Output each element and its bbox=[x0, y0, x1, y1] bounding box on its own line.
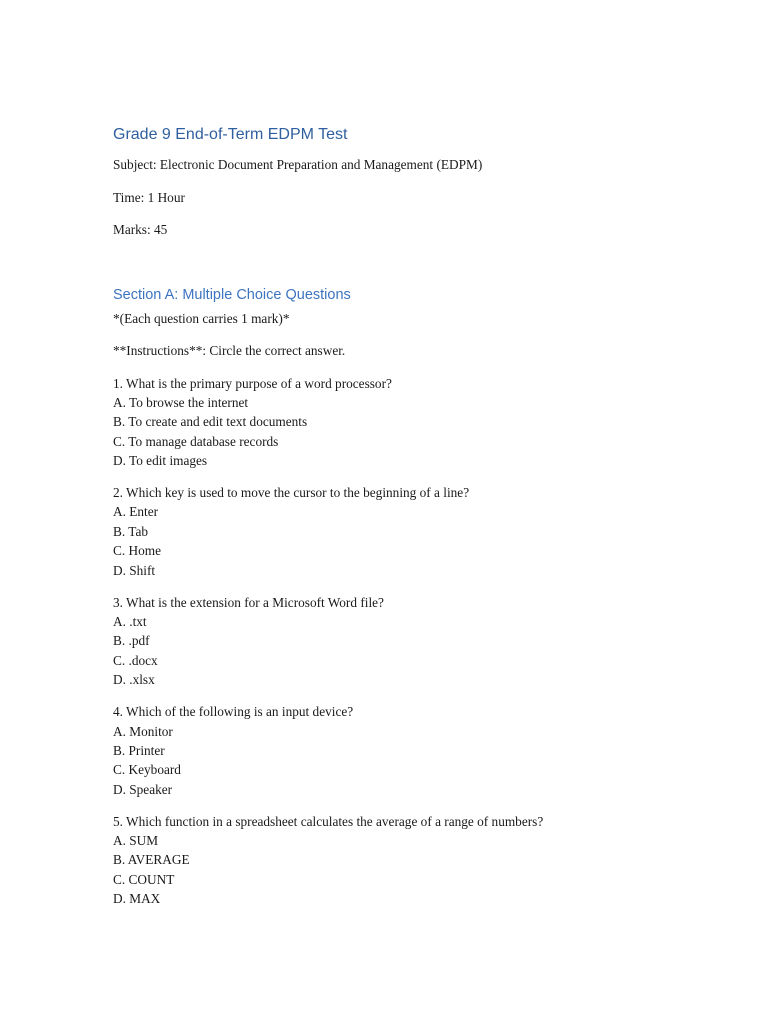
option-a: A. SUM bbox=[113, 833, 159, 849]
option-d: D. Shift bbox=[113, 562, 156, 578]
question-2 bbox=[113, 483, 673, 580]
option-c: C. Keyboard bbox=[113, 762, 181, 778]
option-d: D. To edit images bbox=[113, 453, 208, 469]
option-b: B. To create and edit text documents bbox=[113, 414, 308, 430]
option-a: A. Enter bbox=[113, 504, 159, 520]
section-a-note: *(Each question carries 1 mark)* bbox=[113, 310, 290, 326]
option-a: A. Monitor bbox=[113, 723, 173, 739]
option-d: D. Speaker bbox=[113, 781, 173, 797]
question-text: 5. Which function in a spreadsheet calculates the average of a range of numbers? bbox=[113, 813, 544, 829]
section-a-instructions: **Instructions**: Circle the correct answer. bbox=[113, 343, 346, 358]
question-1 bbox=[113, 374, 673, 471]
option-c: C. COUNT bbox=[113, 871, 175, 887]
option-b: B. Printer bbox=[113, 742, 165, 758]
marks-line: Marks: 45 bbox=[113, 222, 168, 237]
option-b: B. AVERAGE bbox=[113, 852, 190, 868]
document-page bbox=[113, 124, 673, 921]
option-c: C. To manage database records bbox=[113, 433, 279, 449]
option-b: B. .pdf bbox=[113, 633, 150, 649]
option-b: B. Tab bbox=[113, 523, 149, 539]
option-c: C. .docx bbox=[113, 652, 158, 668]
time-line: Time: 1 Hour bbox=[113, 189, 185, 205]
option-a: A. To browse the internet bbox=[113, 394, 249, 410]
question-4 bbox=[113, 702, 673, 799]
question-text: 4. Which of the following is an input device? bbox=[113, 704, 354, 720]
question-text: 1. What is the primary purpose of a word processor? bbox=[113, 375, 392, 391]
option-d: D. MAX bbox=[113, 891, 161, 907]
option-c: C. Home bbox=[113, 543, 162, 559]
section-a-heading: Section A: Multiple Choice Questions bbox=[113, 286, 351, 303]
question-text: 3. What is the extension for a Microsoft Word file? bbox=[113, 594, 384, 610]
subject-line: Subject: Electronic Document Preparation and Management (EDPM) bbox=[113, 157, 483, 172]
option-d: D. .xlsx bbox=[113, 672, 155, 688]
question-text: 2. Which key is used to move the cursor to the beginning of a line? bbox=[113, 485, 470, 501]
question-5 bbox=[113, 812, 673, 909]
option-a: A. .txt bbox=[113, 613, 147, 629]
question-3 bbox=[113, 593, 673, 690]
document-title: Grade 9 End-of-Term EDPM Test bbox=[113, 126, 348, 143]
